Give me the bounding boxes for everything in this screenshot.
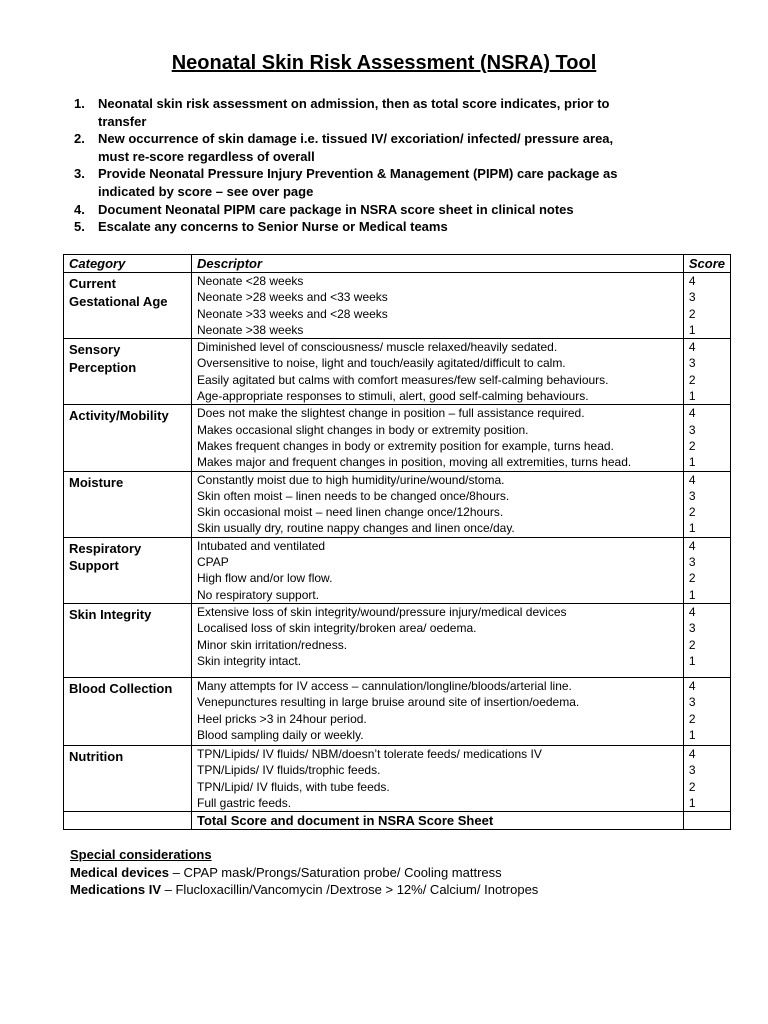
descriptor-cell bbox=[192, 677, 684, 745]
special-item-label: Medical devices bbox=[70, 864, 169, 880]
category-cell bbox=[64, 745, 192, 811]
score-value: 1 bbox=[688, 322, 696, 337]
table-row bbox=[64, 471, 731, 537]
descriptor-text: No respiratory support. bbox=[197, 587, 320, 602]
score-value: 4 bbox=[688, 340, 696, 355]
page-title: Neonatal Skin Risk Assessment (NSRA) Tool bbox=[171, 52, 597, 74]
descriptor-cell bbox=[192, 405, 684, 471]
category-text: Support bbox=[69, 558, 119, 574]
score-cell bbox=[683, 677, 730, 745]
nsra-table bbox=[63, 254, 731, 830]
instruction-item bbox=[74, 201, 674, 219]
descriptor-text: TPN/Lipids/ IV fluids/trophic feeds. bbox=[197, 763, 381, 778]
descriptor-text: TPN/Lipid/ IV fluids, with tube feeds. bbox=[197, 779, 390, 794]
table-row bbox=[64, 745, 731, 811]
instruction-item bbox=[74, 165, 674, 200]
instructions-list bbox=[74, 95, 674, 236]
category-text: Nutrition bbox=[69, 748, 124, 764]
descriptor-text: Makes major and frequent changes in position, moving all extremities, turns head. bbox=[197, 455, 632, 470]
special-item bbox=[70, 864, 538, 882]
score-value: 4 bbox=[688, 746, 696, 761]
score-value: 3 bbox=[688, 488, 696, 503]
descriptor-text: Age-appropriate responses to stimuli, alert, good self-calming behaviours. bbox=[197, 389, 589, 404]
descriptor-text: Minor skin irritation/redness. bbox=[197, 637, 348, 652]
score-value: 4 bbox=[688, 406, 696, 421]
instruction-item bbox=[74, 218, 674, 236]
descriptor-text: Constantly moist due to high humidity/urine/wound/stoma. bbox=[197, 472, 505, 487]
descriptor-text: Neonate <28 weeks bbox=[197, 274, 304, 288]
score-value: 3 bbox=[688, 763, 696, 778]
descriptor-cell bbox=[192, 745, 684, 811]
descriptor-text: Makes frequent changes in body or extremity position for example, turns head. bbox=[197, 438, 614, 453]
score-value: 1 bbox=[688, 389, 696, 404]
instruction-text: Neonatal skin risk assessment on admission, then as total score indicates, prior to bbox=[98, 96, 610, 111]
instruction-number: 5. bbox=[74, 219, 85, 235]
score-value: 3 bbox=[688, 356, 696, 371]
table-row bbox=[64, 677, 731, 745]
table-row bbox=[64, 339, 731, 405]
descriptor-text: Diminished level of consciousness/ muscle relaxed/heavily sedated. bbox=[197, 340, 558, 355]
instruction-text: transfer bbox=[98, 113, 147, 129]
score-cell bbox=[683, 339, 730, 405]
special-item-text: – Flucloxacillin/Vancomycin /Dextrose > 12%/ Calcium/ Inotropes bbox=[161, 882, 539, 897]
instruction-text: indicated by score – see over page bbox=[98, 183, 314, 199]
score-value: 3 bbox=[688, 555, 696, 570]
category-text: Activity/Mobility bbox=[69, 408, 169, 424]
instruction-item bbox=[74, 130, 674, 165]
special-considerations bbox=[70, 846, 538, 899]
descriptor-text: Many attempts for IV access – cannulation/longline/bloods/arterial line. bbox=[197, 678, 572, 693]
instruction-text: Escalate any concerns to Senior Nurse or Medical teams bbox=[98, 219, 448, 235]
score-value: 2 bbox=[688, 438, 696, 453]
category-cell bbox=[64, 677, 192, 745]
special-heading: Special considerations bbox=[70, 847, 212, 862]
descriptor-text: TPN/Lipids/ IV fluids/ NBM/doesn’t tolerate feeds/ medications IV bbox=[197, 746, 542, 761]
special-item bbox=[70, 881, 538, 899]
descriptor-cell bbox=[192, 603, 684, 677]
score-value: 2 bbox=[688, 637, 696, 652]
score-value: 1 bbox=[688, 795, 696, 810]
descriptor-cell bbox=[192, 339, 684, 405]
instruction-number: 3. bbox=[74, 166, 85, 182]
score-value: 2 bbox=[688, 779, 696, 794]
score-value: 1 bbox=[688, 653, 696, 668]
score-value: 1 bbox=[688, 587, 696, 602]
score-value: 4 bbox=[688, 538, 696, 553]
instruction-item bbox=[74, 95, 674, 130]
score-cell bbox=[683, 273, 730, 339]
score-value: 4 bbox=[688, 604, 696, 619]
descriptor-text: Venepunctures resulting in large bruise around site of insertion/oedema. bbox=[197, 695, 580, 710]
score-cell bbox=[683, 471, 730, 537]
score-value: 3 bbox=[688, 621, 696, 636]
table-row bbox=[64, 603, 731, 677]
category-text: Blood Collection bbox=[69, 680, 173, 696]
header-category: Category bbox=[64, 255, 192, 273]
table-row bbox=[64, 405, 731, 471]
descriptor-text: Intubated and ventilated bbox=[197, 538, 326, 553]
score-cell bbox=[683, 537, 730, 603]
category-text: Respiratory bbox=[69, 540, 142, 556]
descriptor-text: Does not make the slightest change in position – full assistance required. bbox=[197, 406, 585, 421]
score-value: 1 bbox=[688, 455, 696, 470]
descriptor-text: High flow and/or low flow. bbox=[197, 571, 333, 586]
descriptor-cell bbox=[192, 471, 684, 537]
category-cell bbox=[64, 339, 192, 405]
category-text: Moisture bbox=[69, 474, 124, 490]
descriptor-text: Makes occasional slight changes in body or extremity position. bbox=[197, 422, 529, 437]
total-empty-cell bbox=[64, 812, 192, 830]
descriptor-text: Neonate >33 weeks and <28 weeks bbox=[197, 306, 388, 321]
score-cell bbox=[683, 745, 730, 811]
category-text: Perception bbox=[69, 359, 137, 375]
descriptor-text: Localised loss of skin integrity/broken area/ oedema. bbox=[197, 621, 477, 636]
category-cell bbox=[64, 603, 192, 677]
descriptor-text: Skin often moist – linen needs to be changed once/8hours. bbox=[197, 488, 510, 503]
category-text: Skin Integrity bbox=[69, 606, 152, 622]
score-cell bbox=[683, 405, 730, 471]
header-score: Score bbox=[683, 255, 730, 273]
category-cell bbox=[64, 471, 192, 537]
descriptor-text: Extensive loss of skin integrity/wound/pressure injury/medical devices bbox=[197, 604, 567, 619]
table-row bbox=[64, 537, 731, 603]
table-row bbox=[64, 273, 731, 339]
total-row bbox=[64, 812, 731, 830]
score-value: 4 bbox=[688, 678, 696, 693]
special-item-text: – CPAP mask/Prongs/Saturation probe/ Cooling mattress bbox=[169, 864, 502, 880]
descriptor-text: Heel pricks >3 in 24hour period. bbox=[197, 711, 367, 726]
descriptor-text: Skin integrity intact. bbox=[197, 653, 302, 668]
instruction-text: must re-score regardless of overall bbox=[98, 148, 315, 164]
category-cell bbox=[64, 405, 192, 471]
category-text: Current bbox=[69, 276, 116, 291]
instruction-text: Document Neonatal PIPM care package in NSRA score sheet in clinical notes bbox=[98, 201, 574, 217]
header-descriptor: Descriptor bbox=[192, 255, 684, 273]
instruction-text: New occurrence of skin damage i.e. tissued IV/ excoriation/ infected/ pressure area, bbox=[98, 131, 614, 147]
instruction-number: 1. bbox=[74, 96, 85, 111]
score-value: 2 bbox=[688, 505, 696, 520]
descriptor-text: Full gastric feeds. bbox=[197, 795, 292, 810]
descriptor-cell bbox=[192, 537, 684, 603]
descriptor-text: Easily agitated but calms with comfort measures/few self-calming behaviours. bbox=[197, 372, 609, 387]
category-text: Gestational Age bbox=[69, 293, 168, 309]
descriptor-text: Oversensitive to noise, light and touch/easily agitated/difficult to calm. bbox=[197, 356, 566, 371]
table-header-row bbox=[64, 255, 731, 273]
descriptor-cell bbox=[192, 273, 684, 339]
descriptor-text: Skin occasional moist – need linen change once/12hours. bbox=[197, 505, 504, 520]
score-value: 4 bbox=[688, 274, 696, 288]
instruction-text: Provide Neonatal Pressure Injury Prevention & Management (PIPM) care package as bbox=[98, 166, 618, 182]
score-value: 4 bbox=[688, 472, 696, 487]
score-cell bbox=[683, 603, 730, 677]
score-value: 1 bbox=[688, 727, 696, 742]
score-value: 2 bbox=[688, 372, 696, 387]
score-value: 2 bbox=[688, 306, 696, 321]
total-score-cell bbox=[683, 812, 730, 830]
descriptor-text: Skin usually dry, routine nappy changes and linen once/day. bbox=[197, 521, 515, 536]
descriptor-text: CPAP bbox=[197, 555, 229, 570]
instruction-number: 4. bbox=[74, 201, 85, 217]
instruction-number: 2. bbox=[74, 131, 85, 147]
descriptor-text: Neonate >28 weeks and <33 weeks bbox=[197, 290, 388, 305]
total-label: Total Score and document in NSRA Score Sheet bbox=[192, 812, 684, 830]
descriptor-text: Neonate >38 weeks bbox=[197, 322, 304, 337]
score-value: 3 bbox=[688, 695, 696, 710]
category-cell bbox=[64, 273, 192, 339]
score-value: 3 bbox=[688, 290, 696, 305]
special-item-label: Medications IV bbox=[70, 882, 162, 897]
score-value: 3 bbox=[688, 422, 696, 437]
score-value: 1 bbox=[688, 521, 696, 536]
category-text: Sensory bbox=[69, 342, 121, 358]
category-cell bbox=[64, 537, 192, 603]
score-value: 2 bbox=[688, 571, 696, 586]
descriptor-text: Blood sampling daily or weekly. bbox=[197, 727, 364, 742]
score-value: 2 bbox=[688, 711, 696, 726]
